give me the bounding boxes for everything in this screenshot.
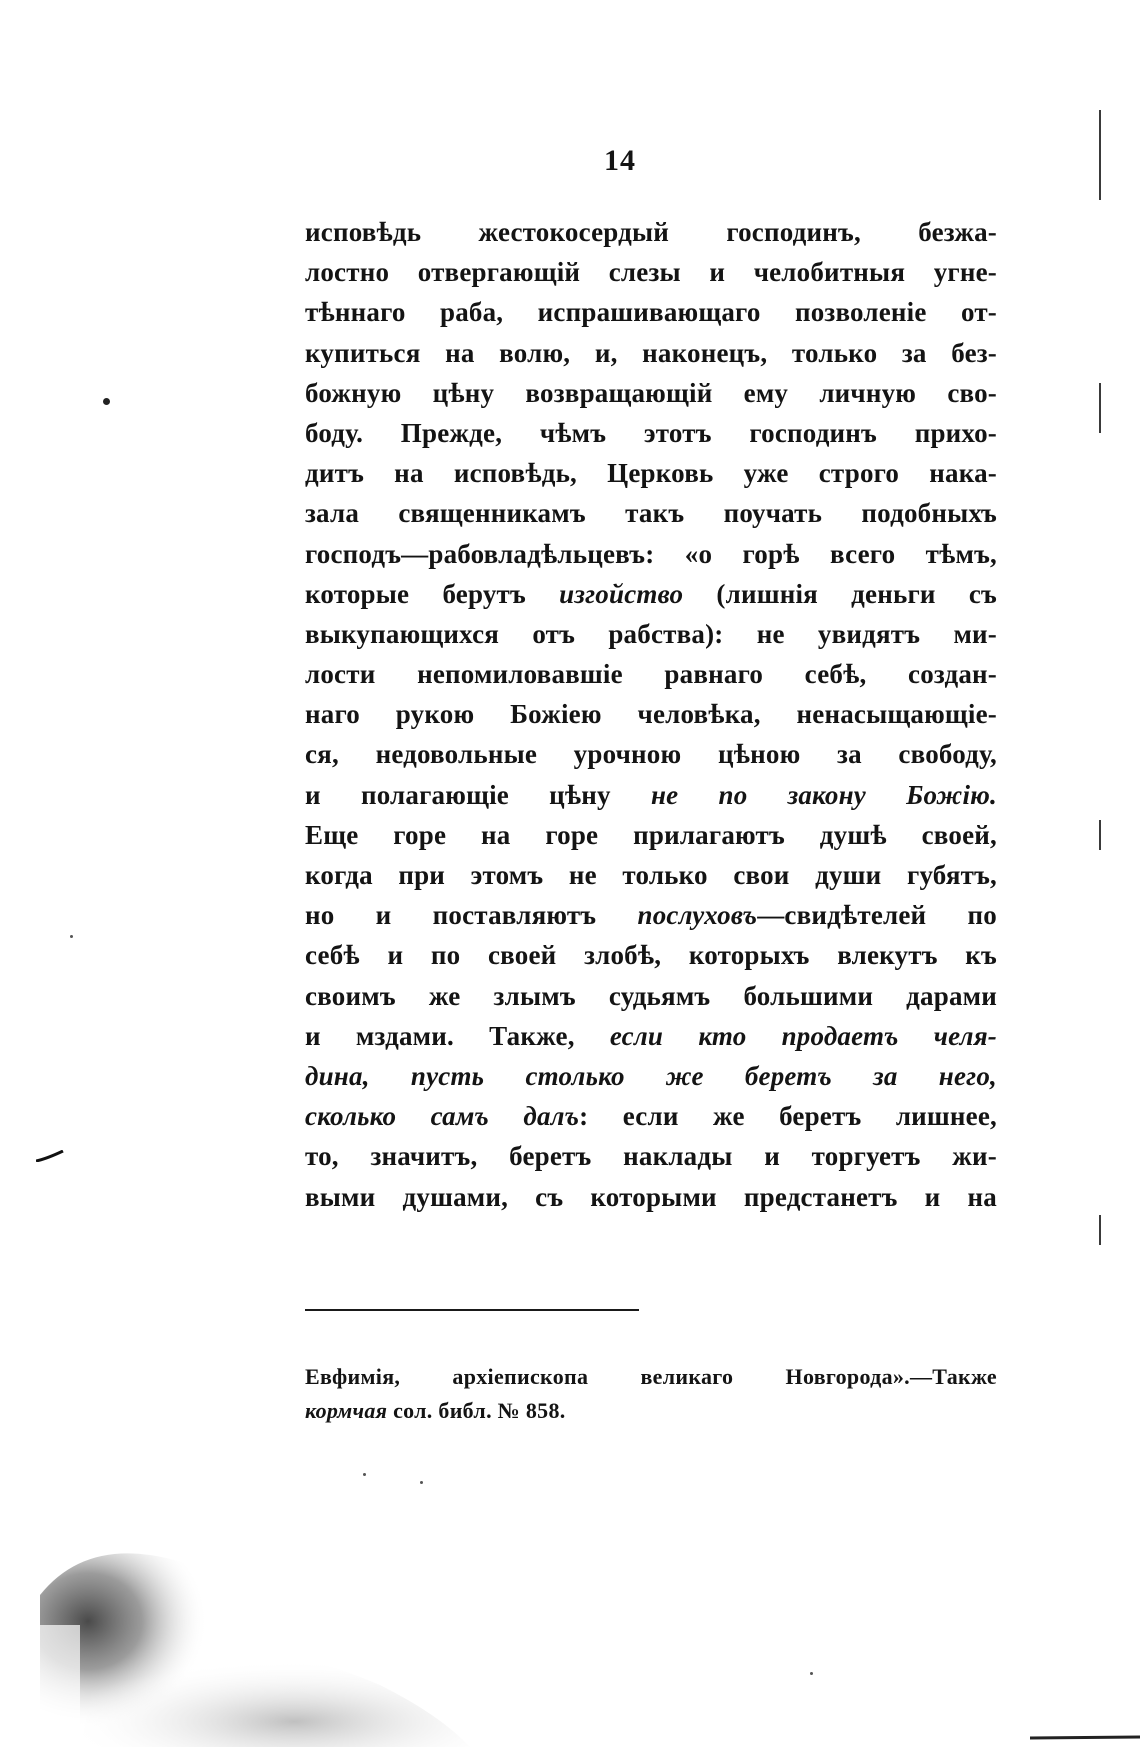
text-line: Еще горе на горе прилагаютъ душѣ своей, bbox=[305, 819, 997, 850]
scan-speck bbox=[70, 935, 73, 938]
text-line: то, значитъ, беретъ наклады и торгуетъ жи- bbox=[305, 1141, 997, 1172]
italic-text: изгойство bbox=[559, 578, 684, 609]
footnote-line bbox=[305, 1394, 997, 1428]
scan-speck bbox=[363, 1473, 366, 1476]
text-line: когда при этомъ не только свои души губятъ, bbox=[305, 860, 997, 890]
text-line: исповѣдь жестокосердый господинъ, безжа- bbox=[305, 217, 997, 247]
text-segment: и полагающіе цѣну bbox=[305, 779, 651, 810]
scan-thumb-smudge bbox=[40, 1535, 480, 1747]
text-segment: : если же беретъ лишнее, bbox=[579, 1101, 998, 1132]
text-line: дитъ на исповѣдь, Церковь уже строго нака- bbox=[305, 458, 997, 489]
page-number: 14 bbox=[604, 144, 636, 177]
italic-text: не по закону Божію. bbox=[650, 779, 998, 810]
footnote-text: сол. библ. № 858. bbox=[387, 1398, 566, 1423]
text-line: выми душами, съ которыми предстанетъ и на bbox=[305, 1181, 997, 1212]
text-segment: (лишнія деньги съ bbox=[683, 578, 997, 609]
italic-text: дина, пусть столько же беретъ за него, bbox=[305, 1060, 997, 1091]
scan-speck bbox=[420, 1481, 423, 1484]
scan-edge-line bbox=[1099, 110, 1101, 200]
footnote-italic: кормчая bbox=[305, 1398, 388, 1423]
text-line: себѣ и по своей злобѣ, которыхъ влекутъ къ bbox=[305, 940, 997, 971]
text-line bbox=[305, 1056, 997, 1096]
text-line: зала священникамъ такъ поучать подобныхъ bbox=[305, 498, 997, 529]
text-line: господъ—рабовладѣльцевъ: «о горѣ всего тѣмъ, bbox=[305, 538, 997, 569]
scan-edge-line bbox=[1099, 383, 1101, 433]
footnote-rule bbox=[305, 1309, 639, 1311]
body-text bbox=[305, 212, 997, 1217]
text-segment: которые берутъ bbox=[305, 578, 560, 609]
text-line: лостно отвергающій слезы и челобитныя угне- bbox=[305, 257, 997, 288]
italic-text: послуховъ bbox=[637, 900, 758, 931]
text-line: выкупающихся отъ рабства): не увидятъ ми- bbox=[305, 618, 997, 649]
text-line: наго рукою Божіею человѣка, ненасыщающіе- bbox=[305, 699, 997, 730]
text-line bbox=[305, 1016, 997, 1056]
text-line: ся, недовольные урочною цѣною за свободу, bbox=[305, 739, 997, 770]
margin-dot bbox=[103, 398, 110, 405]
scan-edge-line bbox=[1099, 1215, 1101, 1245]
text-line: боду. Прежде, чѣмъ этотъ господинъ прихо- bbox=[305, 417, 997, 448]
text-line: лости непомиловавшіе равнаго себѣ, создан- bbox=[305, 659, 997, 690]
footnote bbox=[305, 1360, 997, 1428]
text-line: купиться на волю, и, наконецъ, только за без- bbox=[305, 337, 997, 368]
scan-corner-mark bbox=[1030, 1735, 1140, 1741]
italic-text: сколько самъ далъ bbox=[305, 1101, 580, 1132]
footnote-line: Евфимія, архіепископа великаго Новгорода».—Также bbox=[305, 1364, 997, 1389]
text-segment: и мздами. Также, bbox=[305, 1020, 610, 1051]
margin-mark bbox=[36, 1150, 64, 1162]
italic-text: если кто продаетъ челя- bbox=[609, 1020, 997, 1051]
text-line bbox=[305, 775, 997, 815]
text-segment: —свидѣтелей по bbox=[757, 900, 997, 931]
scan-speck bbox=[810, 1672, 813, 1675]
text-line bbox=[305, 895, 997, 935]
text-segment: но и поставляютъ bbox=[305, 900, 638, 931]
text-line: тѣннаго раба, испрашивающаго позволеніе от- bbox=[305, 297, 997, 328]
text-line bbox=[305, 574, 997, 614]
text-line bbox=[305, 1096, 997, 1136]
scan-edge-line bbox=[1099, 820, 1101, 850]
text-line: божную цѣну возвращающій ему личную сво- bbox=[305, 377, 997, 408]
text-line: своимъ же злымъ судьямъ большими дарами bbox=[305, 980, 997, 1011]
